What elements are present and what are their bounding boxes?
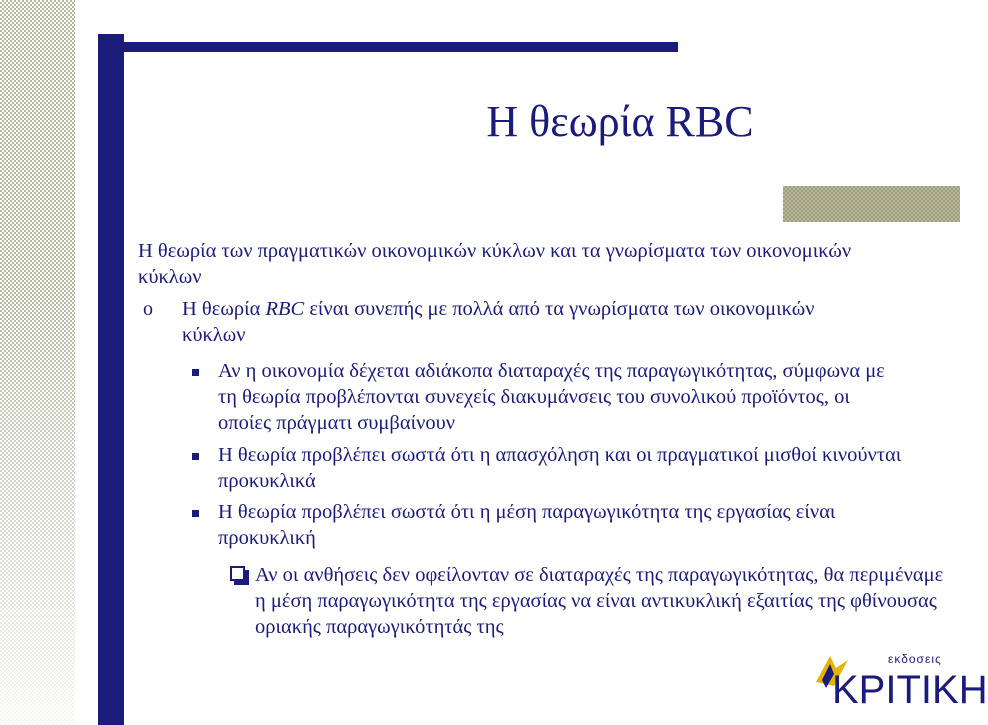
level3-text-2: Η θεωρία προβλέπει σωστά ότι η απασχόληση και οι πραγματικοί μισθοί κινούνται προκυκλικά	[218, 444, 902, 492]
kritiki-logo	[812, 652, 988, 725]
level4-text: Αν οι ανθήσεις δεν οφείλονταν σε διαταραχές της παραγωγικότητας, θα περιμέναμε η μέση παραγωγικότητα της εργασίας να είναι αντικυκλική εξαιτίας της φθίνουσας οριακής παραγωγικότητάς της	[255, 564, 944, 638]
logo-subtitle: εκδοσεις	[888, 652, 942, 666]
level3-bullet-square	[192, 369, 199, 376]
logo-wordmark: ΚΡΙΤΙΚΗ	[832, 668, 988, 712]
level2-bullet: o	[143, 298, 153, 320]
level1-text: Η θεωρία των πραγματικών οικονομικών κύκλων και τα γνωρίσματα των οικονομικών κύκλων	[138, 240, 852, 288]
level2-italic-rbc: RBC	[265, 298, 305, 320]
checkbox-bullet-icon	[230, 566, 245, 581]
top-accent-bar	[98, 42, 678, 52]
level2-text	[182, 296, 842, 348]
level2-suffix: είναι συνεπής με πολλά από τα γνωρίσματα των οικονομικών κύκλων	[182, 298, 815, 346]
level2-prefix: Η θεωρία	[182, 298, 266, 320]
level3-bullet-square	[192, 510, 199, 517]
level1-bullet: •	[108, 236, 116, 261]
slide-title: Η θεωρία RBC	[486, 97, 754, 146]
checker-fade-overlay	[0, 0, 75, 725]
level3-bullet-square	[192, 453, 199, 460]
left-accent-bar	[98, 34, 124, 725]
olive-accent-block	[783, 186, 960, 222]
level3-text-1: Αν η οικονομία δέχεται αδιάκοπα διαταραχές της παραγωγικότητας, σύμφωνα με τη θεωρία προβλέπονται συνεχείς διακυμάνσεις του συνολικού προϊόντος, οι οποίες πράγματι συμβαίνουν	[218, 360, 885, 434]
level3-text-3: Η θεωρία προβλέπει σωστά ότι η μέση παραγωγικότητα της εργασίας είναι προκυκλική	[218, 501, 836, 549]
